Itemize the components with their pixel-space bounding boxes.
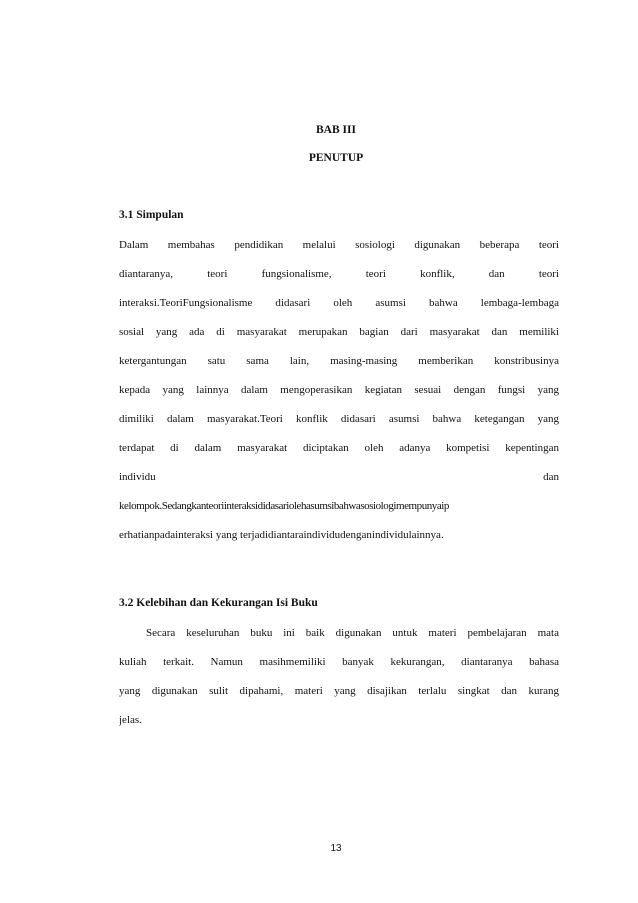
paragraph-line: individu dan: [119, 471, 559, 483]
chapter-label: BAB III: [316, 124, 356, 136]
section-title-simpulan: 3.1 Simpulan: [119, 209, 184, 221]
chapter-title: PENUTUP: [308, 152, 364, 164]
paragraph-line: sosial yang ada di masyarakat merupakan bagian dari masyarakat dan memiliki: [119, 326, 559, 338]
paragraph-line: diantaranya, teori fungsionalisme, teori konflik, dan teori: [119, 268, 559, 280]
section-title-kelebihan-kekurangan: 3.2 Kelebihan dan Kekurangan Isi Buku: [119, 597, 318, 609]
paragraph-line: Dalam membahas pendidikan melalui sosiologi digunakan beberapa teori: [119, 239, 559, 251]
paragraph-line: yang digunakan sulit dipahami, materi yang disajikan terlalu singkat dan kurang: [119, 685, 559, 697]
paragraph-line: jelas.: [119, 714, 142, 726]
paragraph-line: kepada yang lainnya dalam mengoperasikan kegiatan sesuai dengan fungsi yang: [119, 384, 559, 396]
page-number: 13: [330, 843, 342, 854]
paragraph-line: ketergantungan satu sama lain, masing-masing memberikan konstribusinya: [119, 355, 559, 367]
paragraph-line: Secara keseluruhan buku ini baik digunakan untuk materi pembelajaran mata: [146, 627, 559, 639]
paragraph-line: interaksi.TeoriFungsionalisme didasari oleh asumsi bahwa lembaga-lembaga: [119, 297, 559, 309]
paragraph-line: kuliah terkait. Namun masihmemiliki banyak kekurangan, diantaranya bahasa: [119, 656, 559, 668]
paragraph-line: dimiliki dalam masyarakat.Teori konflik didasari asumsi bahwa ketegangan yang: [119, 413, 559, 425]
paragraph-line: terdapat di dalam masyarakat diciptakan oleh adanya kompetisi kepentingan: [119, 442, 559, 454]
paragraph-line: erhatianpadainteraksi yang terjadidiantaraindividudenganindividulainnya.: [119, 529, 444, 541]
paragraph-line: kelompok.Sedangkanteoriinteraksididasariolehasumsibahwasosiologimempunyaip: [119, 500, 449, 512]
